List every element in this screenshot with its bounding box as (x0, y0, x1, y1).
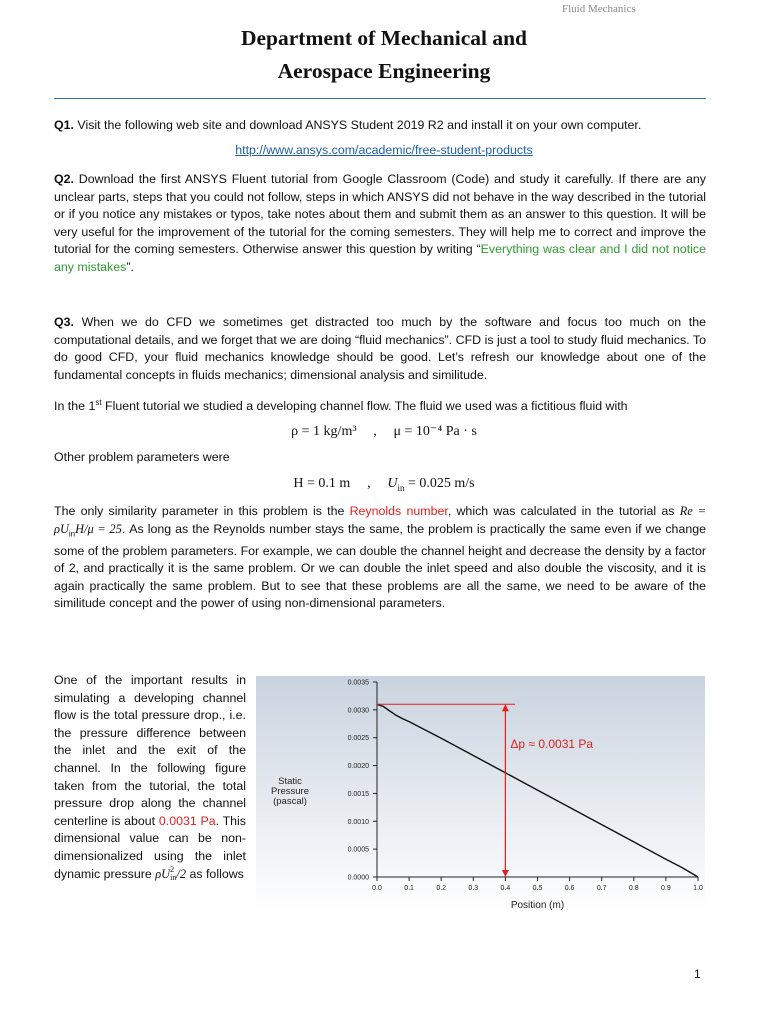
x-tick-label: 0.0 (372, 885, 382, 892)
similarity-paragraph (54, 503, 706, 613)
y-tick-label: 0.0000 (347, 874, 369, 882)
page-number: 1 (694, 967, 701, 981)
pressure-chart (256, 676, 705, 912)
pressure-chart-svg (256, 676, 705, 912)
other-parameters-text: Other problem parameters were (54, 450, 230, 464)
sim-mid: , which was calculated in the tutorial as (447, 504, 680, 518)
formula-sup: 2 (170, 865, 175, 875)
q2-quote: Everything was clear and I did not notice any mistakes (54, 242, 706, 274)
q2-end: ”. (126, 259, 134, 274)
y-tick-label: 0.0010 (347, 818, 369, 826)
intro-sup: st (95, 398, 102, 407)
eq-u: U (387, 476, 398, 491)
formula-end: /2 (176, 866, 187, 881)
y-axis-title: (pascal) (273, 796, 307, 807)
y-tick-label: 0.0025 (347, 735, 369, 743)
sim-pre: The only similarity parameter in this problem is the (54, 504, 350, 518)
y-tick-label: 0.0015 (347, 790, 369, 798)
sim-post: . As long as the Reynolds number stays the same, the problem is practically the same even if we change some of the problem parameters. For example, we can double the channel height and decrease the density by a factor of 2, and practically it is the same problem. Or we can double the inlet speed and also double the viscosity, and it is again practically the same problem. But to see that these problems are all the same, we need to be aware of the similitude concept and the power of using non-dimensional parameters. (54, 521, 707, 611)
re-formula-end: H/μ = 25 (75, 521, 122, 536)
q2-label: Q2. (54, 172, 74, 186)
pressure-drop-value: 0.0031 Pa (158, 813, 216, 828)
dynamic-pressure-formula: ρU (155, 866, 171, 881)
side-mid: . This dimensional value can be non-dimensionalized using the inlet dynamic pressure (54, 813, 246, 881)
eq-density: ρ = 1 kg/m³ (291, 424, 357, 439)
question-2 (54, 171, 706, 277)
side-pre: One of the important results in simulating a developing channel flow is the total pressure drop., i.e. the pressure difference between the inlet and the exit of the channel. In the following figure taken from the tutorial, the total pressure drop along the channel centerline is about (54, 673, 246, 828)
intro-paragraph (54, 394, 706, 416)
formula-sub: in (170, 873, 177, 883)
title-divider (54, 98, 706, 99)
x-tick-label: 0.8 (628, 885, 639, 892)
eq-inlet-speed (387, 476, 474, 491)
pressure-drop-paragraph (54, 672, 246, 883)
intro-post: Fluent tutorial we studied a developing channel flow. The fluid we used was a fictitious fluid with (101, 399, 628, 414)
y-tick-label: 0.0030 (347, 707, 369, 715)
q3-label: Q3. (54, 315, 74, 329)
running-header: Fluid Mechanics (562, 3, 636, 15)
reynolds-number-term: Reynolds number (349, 504, 448, 518)
x-axis-title: Position (m) (510, 900, 565, 911)
x-tick-label: 0.5 (532, 885, 543, 892)
eq-u-rest: = 0.025 m/s (404, 476, 475, 491)
q1-label: Q1. (54, 118, 74, 132)
x-tick-label: 0.3 (468, 885, 479, 892)
x-tick-label: 0.6 (564, 885, 575, 892)
intro-pre: In the 1 (54, 399, 96, 414)
x-tick-label: 0.7 (596, 885, 607, 892)
eq1-separator: , (373, 424, 377, 439)
eq-viscosity: μ = 10⁻⁴ Pa · s (393, 424, 477, 439)
page-title (0, 22, 768, 88)
x-tick-label: 1.0 (693, 885, 703, 892)
y-tick-label: 0.0020 (347, 763, 369, 771)
title-line-2: Aerospace Engineering (277, 59, 491, 83)
title-line-1: Department of Mechanical and (240, 26, 528, 50)
q3-text: When we do CFD we sometimes get distracted too much by the software and focus too much on the computational details, and we forget that we are doing “fluid mechanics”. CFD is just a tool to study fluid mechanics. To do good CFD, your fluid mechanics knowledge should be good. Let’s refresh our knowledge about one of the fundamental concepts in fluids mechanics; dimensional analysis and similitude. (54, 315, 706, 382)
y-axis-title: Static (278, 776, 302, 787)
y-tick-label: 0.0005 (347, 846, 369, 854)
y-tick-label: 0.0035 (347, 679, 369, 687)
q2-text: Download the first ANSYS Fluent tutorial from Google Classroom (Code) and study it carefully. If there are any unclear parts, steps that you could not follow, steps in which ANSYS did not behave in the way described in the tutorial or if you notice any mistakes or typos, take notes about them and submit them as an answer to this question. It will be very useful for the improvement of the tutorial for the coming semesters. They will help me to correct and improve the tutorial for the coming semesters. Otherwise answer this question by writing “ (54, 172, 706, 257)
y-axis-title: Pressure (270, 786, 310, 797)
question-3 (54, 314, 706, 384)
equation-problem-parameters (0, 476, 768, 493)
x-tick-label: 0.2 (436, 885, 447, 892)
ansys-student-link[interactable]: http://www.ansys.com/academic/free-student-products (235, 143, 533, 157)
side-post: as follows (186, 866, 244, 881)
eq-height: H = 0.1 m (293, 476, 351, 491)
eq2-separator: , (367, 476, 371, 491)
equation-fluid-properties (0, 423, 768, 440)
eq-u-sub: in (397, 482, 405, 493)
question-1 (54, 117, 706, 135)
x-tick-label: 0.9 (661, 885, 671, 892)
re-formula: Re = ρU (54, 504, 706, 536)
annotation-label: Δp ≈ 0.0031 Pa (510, 737, 594, 751)
x-tick-label: 0.1 (404, 885, 414, 892)
re-formula-sub: in (68, 529, 76, 539)
ansys-link-row (0, 143, 768, 157)
q1-text: Visit the following web site and download ANSYS Student 2019 R2 and install it on your own computer. (73, 118, 642, 132)
x-tick-label: 0.4 (500, 885, 511, 892)
